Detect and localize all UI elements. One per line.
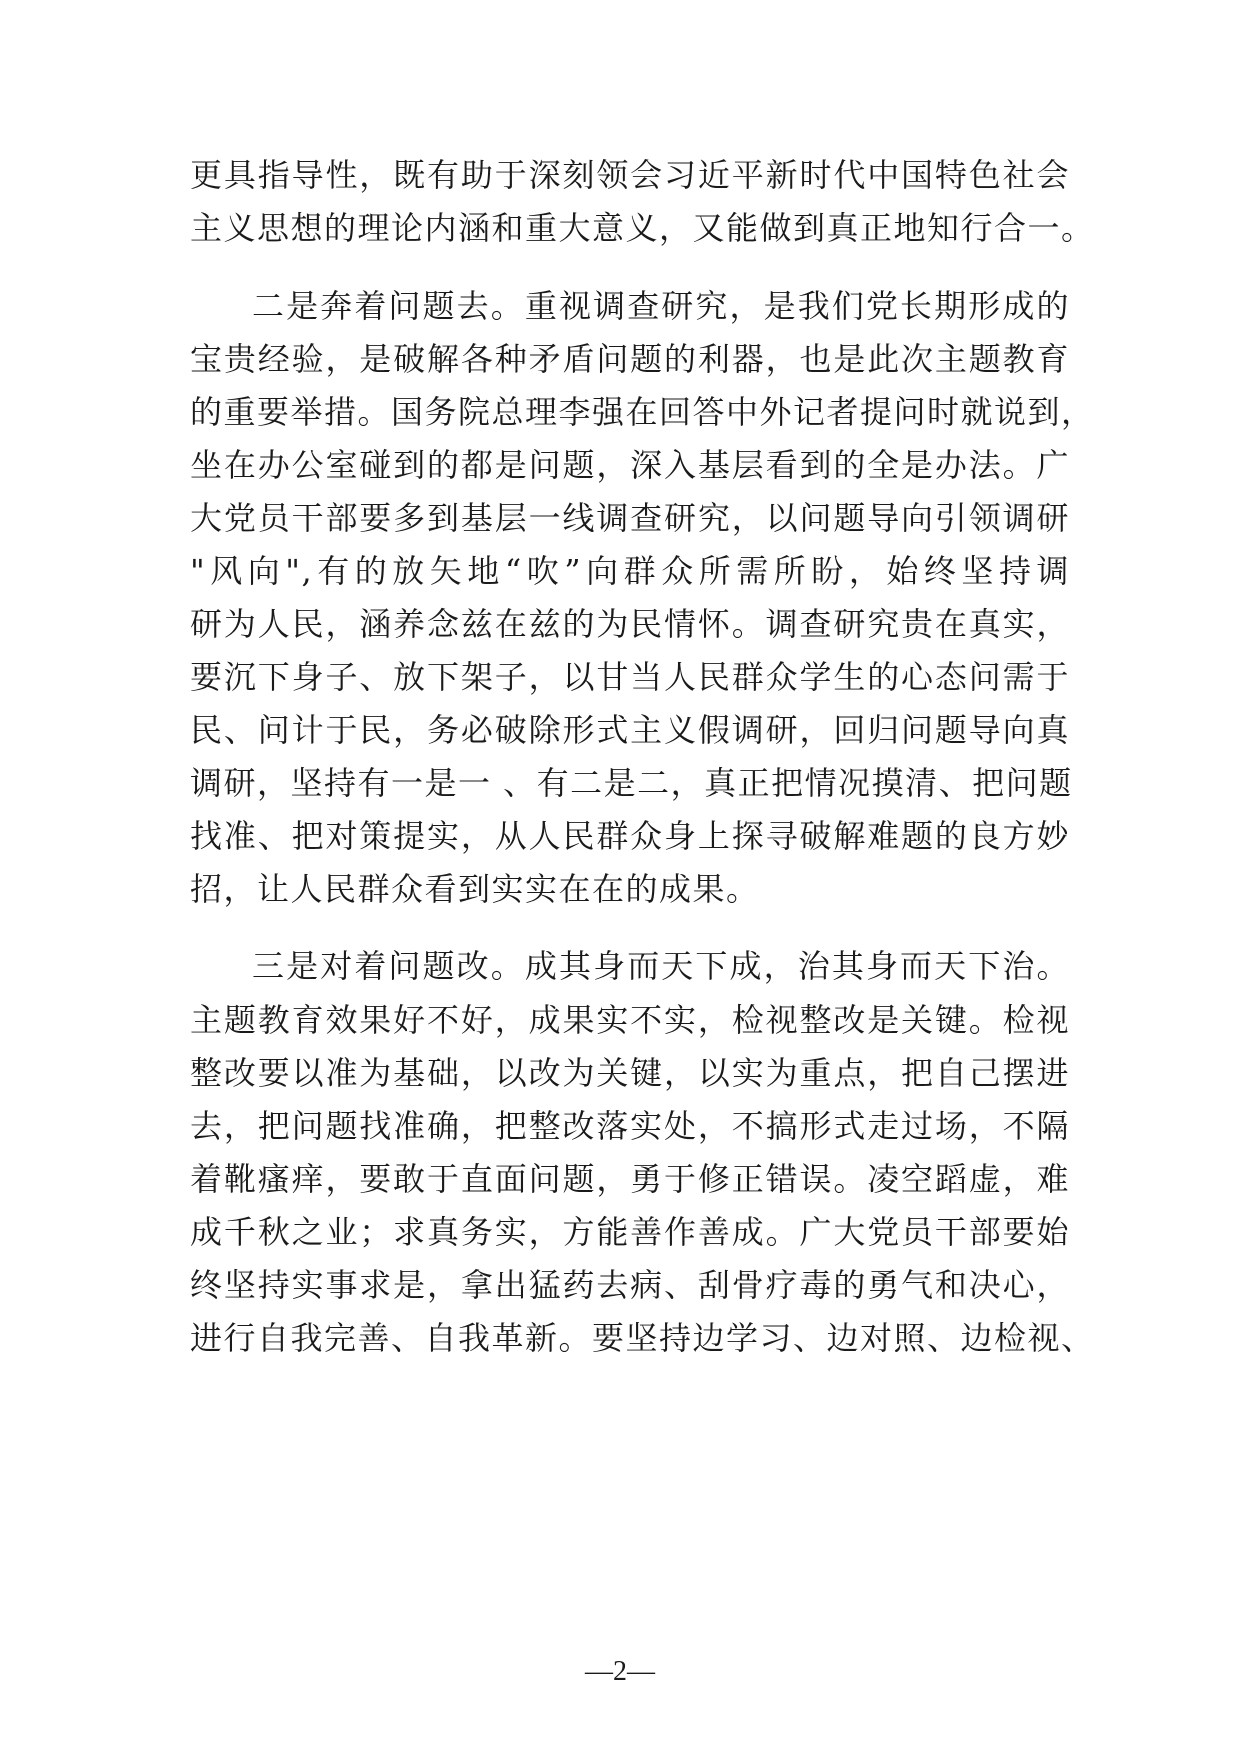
text-line: 成千秋之业；求真务实，方能善作善成。广大党员干部要始	[190, 1213, 1070, 1251]
text-line: 主义思想的理论内涵和重大意义，又能做到真正地知行合一。	[190, 209, 1095, 247]
text-line: 去，把问题找准确，把整改落实处，不搞形式走过场，不隔	[190, 1107, 1070, 1145]
text-line: 进行自我完善、自我革新。要坚持边学习、边对照、边检视、	[190, 1319, 1095, 1357]
text-line: 民、问计于民，务必破除形式主义假调研，回归问题导向真	[190, 711, 1070, 749]
text-line: 研为人民，涵养念兹在兹的为民情怀。调查研究贵在真实，	[190, 605, 1070, 643]
text-line: 坐在办公室碰到的都是问题，深入基层看到的全是办法。广	[190, 446, 1070, 484]
text-line: 大党员干部要多到基层一线调查研究，以问题导向引领调研	[190, 499, 1070, 537]
text-line: 的重要举措。国务院总理李强在回答中外记者提问时就说到，	[190, 393, 1095, 431]
text-line: 调研，坚持有一是一 、有二是二，真正把情况摸清、把问题	[190, 764, 1073, 802]
paragraph-3-first-line: 三是对着问题改。成其身而天下成，治其身而天下治。	[252, 947, 1070, 985]
text-line: 更具指导性，既有助于深刻领会习近平新时代中国特色社会	[190, 156, 1070, 194]
text-line: 要沉下身子、放下架子，以甘当人民群众学生的心态问需于	[190, 658, 1070, 696]
text-line: 整改要以准为基础，以改为关键，以实为重点，把自己摆进	[190, 1054, 1070, 1092]
text-line: 找准、把对策提实，从人民群众身上探寻破解难题的良方妙	[190, 817, 1070, 855]
text-line: 宝贵经验，是破解各种矛盾问题的利器，也是此次主题教育	[190, 340, 1070, 378]
paragraph-2-last-line: 招，让人民群众看到实实在在的成果。	[190, 870, 760, 908]
text-line: 着靴瘙痒，要敢于直面问题，勇于修正错误。凌空蹈虚，难	[190, 1160, 1070, 1198]
text-line: 终坚持实事求是，拿出猛药去病、刮骨疗毒的勇气和决心，	[190, 1266, 1070, 1304]
text-line: 主题教育效果好不好，成果实不实，检视整改是关键。检视	[190, 1001, 1070, 1039]
paragraph-2-first-line: 二是奔着问题去。重视调查研究，是我们党长期形成的	[252, 287, 1070, 325]
page-number: —2—	[585, 1656, 655, 1687]
text-line: "风向",有的放矢地“吹”向群众所需所盼，始终坚持调	[190, 552, 1070, 590]
